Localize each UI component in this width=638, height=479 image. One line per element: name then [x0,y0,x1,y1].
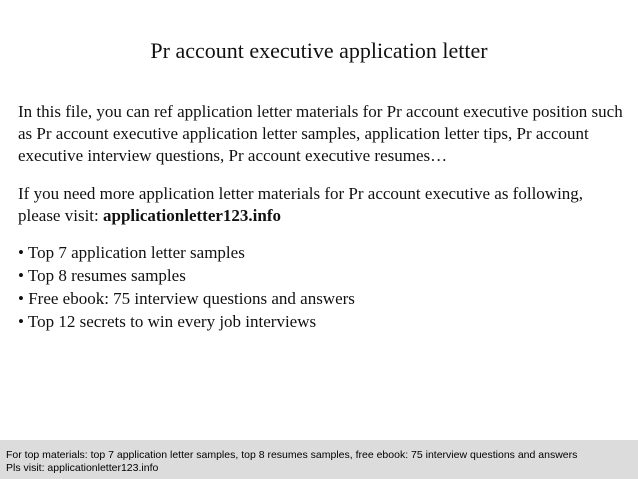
more-materials-paragraph [18,183,628,227]
footer-line-visit: Pls visit: applicationletter123.info [6,462,159,474]
footer-line-materials: For top materials: top 7 application letter samples, top 8 resumes samples, free ebook: 75 interview questions and answers [6,449,578,461]
intro-paragraph: In this file, you can ref application letter materials for Pr account executive position such as Pr account executive application letter samples, application letter tips, Pr account executive interview questions, Pr account executive resumes… [18,102,623,165]
more-materials-text: If you need more application letter materials for Pr account executive as following, please visit: [18,184,584,225]
bullet-item: • Top 12 secrets to win every job interviews [18,312,317,331]
footer-bar [0,440,638,479]
website-link[interactable]: applicationletter123.info [102,206,281,225]
slide-title: Pr account executive application letter [150,38,488,63]
bullet-list [18,241,628,333]
bullet-item: • Free ebook: 75 interview questions and answers [18,289,355,308]
bullet-item: • Top 8 resumes samples [18,266,186,285]
bullet-item: • Top 7 application letter samples [18,243,245,262]
